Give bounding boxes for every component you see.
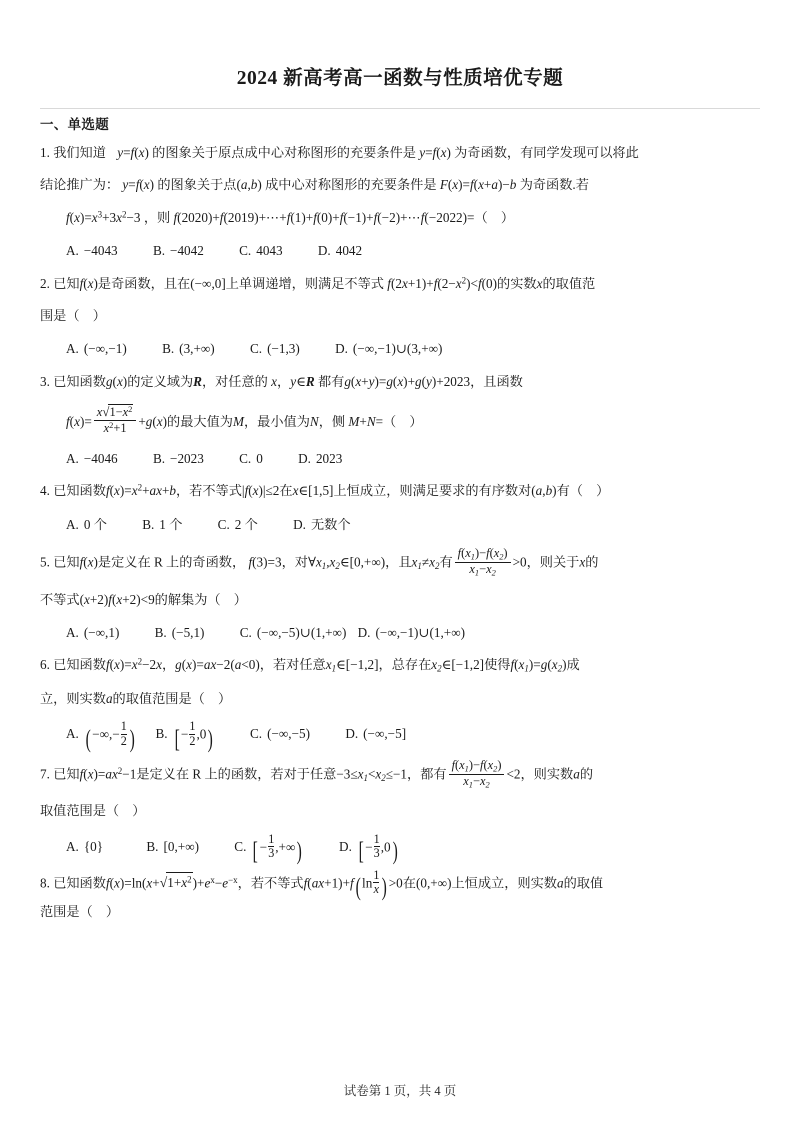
section-divider [40, 108, 760, 109]
question-2-text-a: 已知 [53, 275, 80, 291]
question-3-option-D[interactable]: D. 2023 [298, 451, 343, 467]
q3-math-f-def: f [66, 413, 70, 429]
question-6-text-c: ，若对任意 [259, 657, 326, 673]
question-8-number: 8. [40, 874, 50, 890]
q2-math-ineq: f [387, 275, 391, 291]
question-4-number: 4. [40, 483, 50, 499]
question-5-option-C[interactable]: C. (−∞,−5)∪(1,+∞) [239, 624, 347, 640]
question-1-text-b: 的图象关于原点成中心对称图形的充要条件是 [152, 145, 416, 160]
question-1-stem-line-2: 结论推广为： y=f(x) 的图象关于点(a,b) 成中心对称图形的充要条件是 F(x)=f(x+a)−b 为奇函数.若 [40, 177, 589, 193]
question-7-option-D[interactable]: D. [ − $\frac{1}{3}$ ,0) [339, 831, 398, 866]
question-2-option-A[interactable]: A. (−∞,−1) [66, 341, 127, 357]
page-title: 2024 新高考高一函数与性质培优专题 [236, 68, 564, 89]
question-7-text-a: 已知 [53, 766, 80, 782]
question-1-option-D[interactable]: D. 4042 [317, 243, 363, 259]
q1-math-y-fx-2: y [419, 145, 426, 160]
question-8-text-c: 在 [402, 874, 416, 890]
question-2-text-f: 围是（ ） [40, 308, 106, 323]
question-7-options [40, 828, 760, 866]
question-5-option-D[interactable]: D. (−∞,−1)∪(1,+∞) [357, 624, 465, 640]
question-7-option-C[interactable]: C. [ − $\frac{1}{3}$ ,+∞) [234, 831, 303, 866]
q3-math-MN: M [348, 413, 360, 429]
question-8-stem-line-1: 8. 已知函数$f(x)=\ln(x+√1+x^2)+e^x-e^{-x}$，若不等式f(ax+1)+f( ln $\frac{1}{x}$ ) >0在(0,+∞)上恒成立，则实数a的取值 [40, 867, 604, 902]
q1-math-sum: f [173, 209, 178, 225]
question-8-text-b: ，若不等式 [237, 874, 304, 890]
question-4-option-A[interactable]: A. 0 个 [66, 516, 107, 532]
question-3-option-B[interactable]: B. −2023 [152, 451, 204, 467]
q1-math-y-fx-3: y [122, 177, 129, 193]
question-7-text-d: ，则实数 [520, 766, 574, 782]
q1-math-F-def: F [439, 177, 448, 193]
question-5 [40, 541, 760, 649]
question-3-text-b: 的定义域为 [127, 373, 194, 389]
question-3-text-h: ，侧 [318, 413, 346, 429]
q5-fraction: $\frac{f(x_1)-f(x_2)}{x_1-x_2}$ [455, 547, 511, 578]
question-6-option-B[interactable]: B. [ − $\frac{1}{2}$ ,0) [155, 719, 214, 753]
question-2-text-b: 是奇函数，且在 [97, 275, 191, 291]
question-3-text-g: ，最小值为 [243, 413, 310, 429]
question-3-text-d: 都有 [317, 373, 345, 389]
question-7-stem-line-1: 7. 已知$f(x)=ax^2-1$是定义在 R 上的函数，若对于任意$-3\le x_1<x_2\le-1$，都有 $\frac{f(x_1)-f(x_2)}{x_1-x_2}$ <2，则实数a的 [40, 757, 594, 790]
question-4-text-d: 上恒成立，则满足要求的有序数对 [333, 483, 532, 499]
question-2-stem-line-2 [40, 300, 760, 332]
question-7-option-B[interactable]: B. [0,+∞) [146, 838, 199, 854]
question-2-option-D[interactable]: D. (−∞,−1)∪(3,+∞) [335, 341, 443, 357]
question-1-text-h: ，则 [143, 209, 171, 225]
question-4-text-a: 已知函数 [53, 483, 106, 499]
question-5-text-h: 不等式 [40, 591, 80, 607]
question-3-number: 3. [40, 373, 50, 389]
question-7-number: 7. [40, 766, 50, 782]
question-6-text-f: 成 [566, 657, 580, 673]
question-8-text-d: 上恒成立，则实数 [451, 874, 557, 890]
question-5-option-A[interactable]: A. (−∞,1) [66, 624, 120, 640]
question-6-text-e: 使得 [484, 657, 511, 673]
question-8-text-e: 的取值 [563, 874, 604, 890]
question-5-options [40, 616, 760, 649]
q7-fraction: $\frac{f(x_1)-f(x_2)}{x_1-x_2}$ [449, 759, 505, 790]
question-1-text-e: 的图象关于点 [157, 177, 237, 193]
question-6-stem-line-1: 6. 已知函数$f(x)=x^2-2x$，g(x)=ax−2(a<0)，若对任意$x_1\in[-1,2]$，总存在$x_2\in[-1,2]$使得$f(x_1)=g(x_2)$成 [40, 656, 580, 674]
question-4-option-B[interactable]: B. 1 个 [142, 516, 183, 532]
question-8 [40, 866, 760, 926]
question-1-text-a: 我们知道 [53, 145, 106, 160]
question-1-number: 1. [40, 145, 50, 160]
question-3-stem-line-2: f(x)= $\frac{x√1-x^2}{x^2+1}$ +g(x)的最大值为M，最小值为N，侧 M+N=（ ） [66, 404, 423, 436]
question-1-stem-line-1: 1. 我们知道 y=f(x) 的图象关于原点成中心对称图形的充要条件是 y=f(x) 为奇函数，有同学发现可以将此 [40, 145, 639, 160]
question-1-text-d: 结论推广为： [40, 177, 120, 193]
question-2-options [40, 332, 760, 365]
question-3-option-C[interactable]: C. 0 [239, 451, 263, 467]
question-1-option-C[interactable]: C. 4043 [239, 243, 283, 259]
question-7 [40, 753, 760, 866]
question-3-options [40, 442, 760, 475]
question-2-text-c: 上单调递增，则满足不等式 [225, 275, 384, 291]
question-2-number: 2. [40, 275, 50, 291]
question-1-option-B[interactable]: B. −4042 [152, 243, 204, 259]
question-1-options [40, 234, 760, 267]
question-2-text-e: 的取值范 [542, 275, 596, 291]
question-3 [40, 366, 760, 476]
question-7-text-e: 的 [579, 766, 594, 782]
question-5-text-d: ，且 [385, 554, 412, 570]
question-3-stem-line-1: 3. 已知函数g(x)的定义域为R，对任意的 x，y∈R 都有g(x+y)=g(x)+g(y)+2023，且函数 [40, 373, 523, 389]
question-1-stem-line-3: $f(x)=x^3+3x^2-3$ ，则 f(2020)+f(2019)+⋯+f(1)+f(0)+f(−1)+f(−2)+⋯f(−2022)=（ ） [66, 209, 515, 225]
question-7-text-b: 是定义在 R 上的函数，若对于任意 [136, 766, 337, 782]
question-5-text-b: 是定义在 R 上的奇函数， [97, 554, 246, 570]
q1-math-fx-cubic: f [66, 209, 70, 225]
section-heading-single-choice: 一、单选题 [40, 117, 109, 132]
question-8-stem-line-2 [40, 899, 760, 925]
question-6-option-D[interactable]: D. (−∞,−5] [345, 725, 407, 741]
question-7-text-f: 取值范围是（ ） [40, 803, 146, 819]
question-5-text-g: 的 [585, 554, 599, 570]
question-6-option-A[interactable]: A. ( −∞,− $\frac{1}{2}$ ) [66, 719, 135, 753]
question-2 [40, 268, 760, 366]
question-6-option-C[interactable]: C. (−∞,−5) [249, 725, 311, 741]
question-5-text-i: 的解集为（ ） [154, 591, 247, 607]
question-6-number: 6. [40, 657, 50, 673]
question-6-text-b: ， [161, 657, 176, 673]
question-5-text-a: 已知 [53, 554, 80, 570]
question-6-text-h: 的取值范围是（ ） [112, 690, 232, 706]
question-5-number: 5. [40, 554, 50, 570]
question-7-stem-line-2 [40, 795, 760, 827]
question-7-option-A[interactable]: A. {0} [66, 838, 104, 854]
q1-math-y-fx-1: y [117, 145, 124, 160]
question-4-text-e: 有（ ） [556, 483, 610, 499]
question-2-option-B[interactable]: B. (3,+∞) [162, 341, 215, 357]
question-2-stem-line-1: 2. 已知f(x)是奇函数，且在(−∞,0]上单调递增，则满足不等式 $f(2x+1)+f(2-x^2)<f(0)$的实数x的取值范 [40, 275, 596, 291]
q3-fraction: $\frac{x√1-x^2}{x^2+1}$ [94, 404, 137, 436]
question-5-text-f: ，则关于 [526, 554, 580, 570]
question-5-stem-line-2: 不等式(x+2)f(x+2)<9的解集为（ ） [40, 591, 247, 607]
question-1-text-f: 成中心对称图形的充要条件是 [265, 177, 437, 193]
question-6 [40, 649, 760, 753]
question-8-text-f: 范围是（ ） [40, 904, 120, 920]
question-5-stem-line-1: 5. 已知f(x)是定义在 R 上的奇函数， f(3)=3，对$\forall x_1,x_2\in[0,+\infty)$，且$x_1\ne x_2$有 $\frac{f(x_1)-f(x_2)}{x_1-x_2}$ >0，则关于x的 [40, 546, 599, 578]
question-5-text-e: 有 [439, 554, 453, 570]
question-4-stem-line-1: 4. 已知函数$f(x)=x^2+ax+b$，若不等式|f(x)|≤2在x∈[1,5]上恒成立，则满足要求的有序数对(a,b)有（ ） [40, 482, 610, 499]
question-5-text-c: ，对 [281, 554, 308, 570]
question-5-option-B[interactable]: B. (−5,1) [154, 624, 205, 640]
question-4-option-C[interactable]: C. 2 个 [217, 516, 258, 532]
question-3-text-c: ，对任意的 [201, 373, 268, 389]
question-4-option-D[interactable]: D. 无数个 [293, 516, 351, 532]
question-6-text-a: 已知函数 [53, 657, 106, 673]
question-4 [40, 475, 760, 541]
question-4-options [40, 508, 760, 541]
question-3-text-a: 已知函数 [53, 373, 106, 389]
question-4-text-b: ，若不等式 [175, 483, 242, 499]
question-6-stem-line-2: 立，则实数a的取值范围是（ ） [40, 690, 232, 706]
question-1-option-A[interactable]: A. −4043 [66, 243, 118, 259]
question-3-text-e: ，且函数 [470, 373, 523, 389]
page-footer: 试卷第 1 页，共 4 页 [343, 1084, 457, 1098]
question-2-option-C[interactable]: C. (−1,3) [249, 341, 300, 357]
question-1-text-c: 为奇函数，有同学发现可以将此 [454, 145, 639, 160]
question-3-option-A[interactable]: A. −4046 [66, 451, 118, 467]
question-4-text-c: 在 [279, 483, 293, 499]
question-2-text-d: 的实数 [497, 275, 537, 291]
question-6-text-g: 立，则实数 [40, 690, 106, 706]
question-3-text-f: 的最大值为 [167, 413, 233, 429]
question-8-text-a: 已知函数 [53, 874, 106, 890]
question-1-text-g: 为奇函数.若 [519, 177, 589, 193]
question-1 [40, 137, 760, 268]
question-6-text-d: ，总存在 [378, 657, 432, 673]
question-6-options [40, 715, 760, 753]
question-7-text-c: ，都有 [407, 766, 447, 782]
